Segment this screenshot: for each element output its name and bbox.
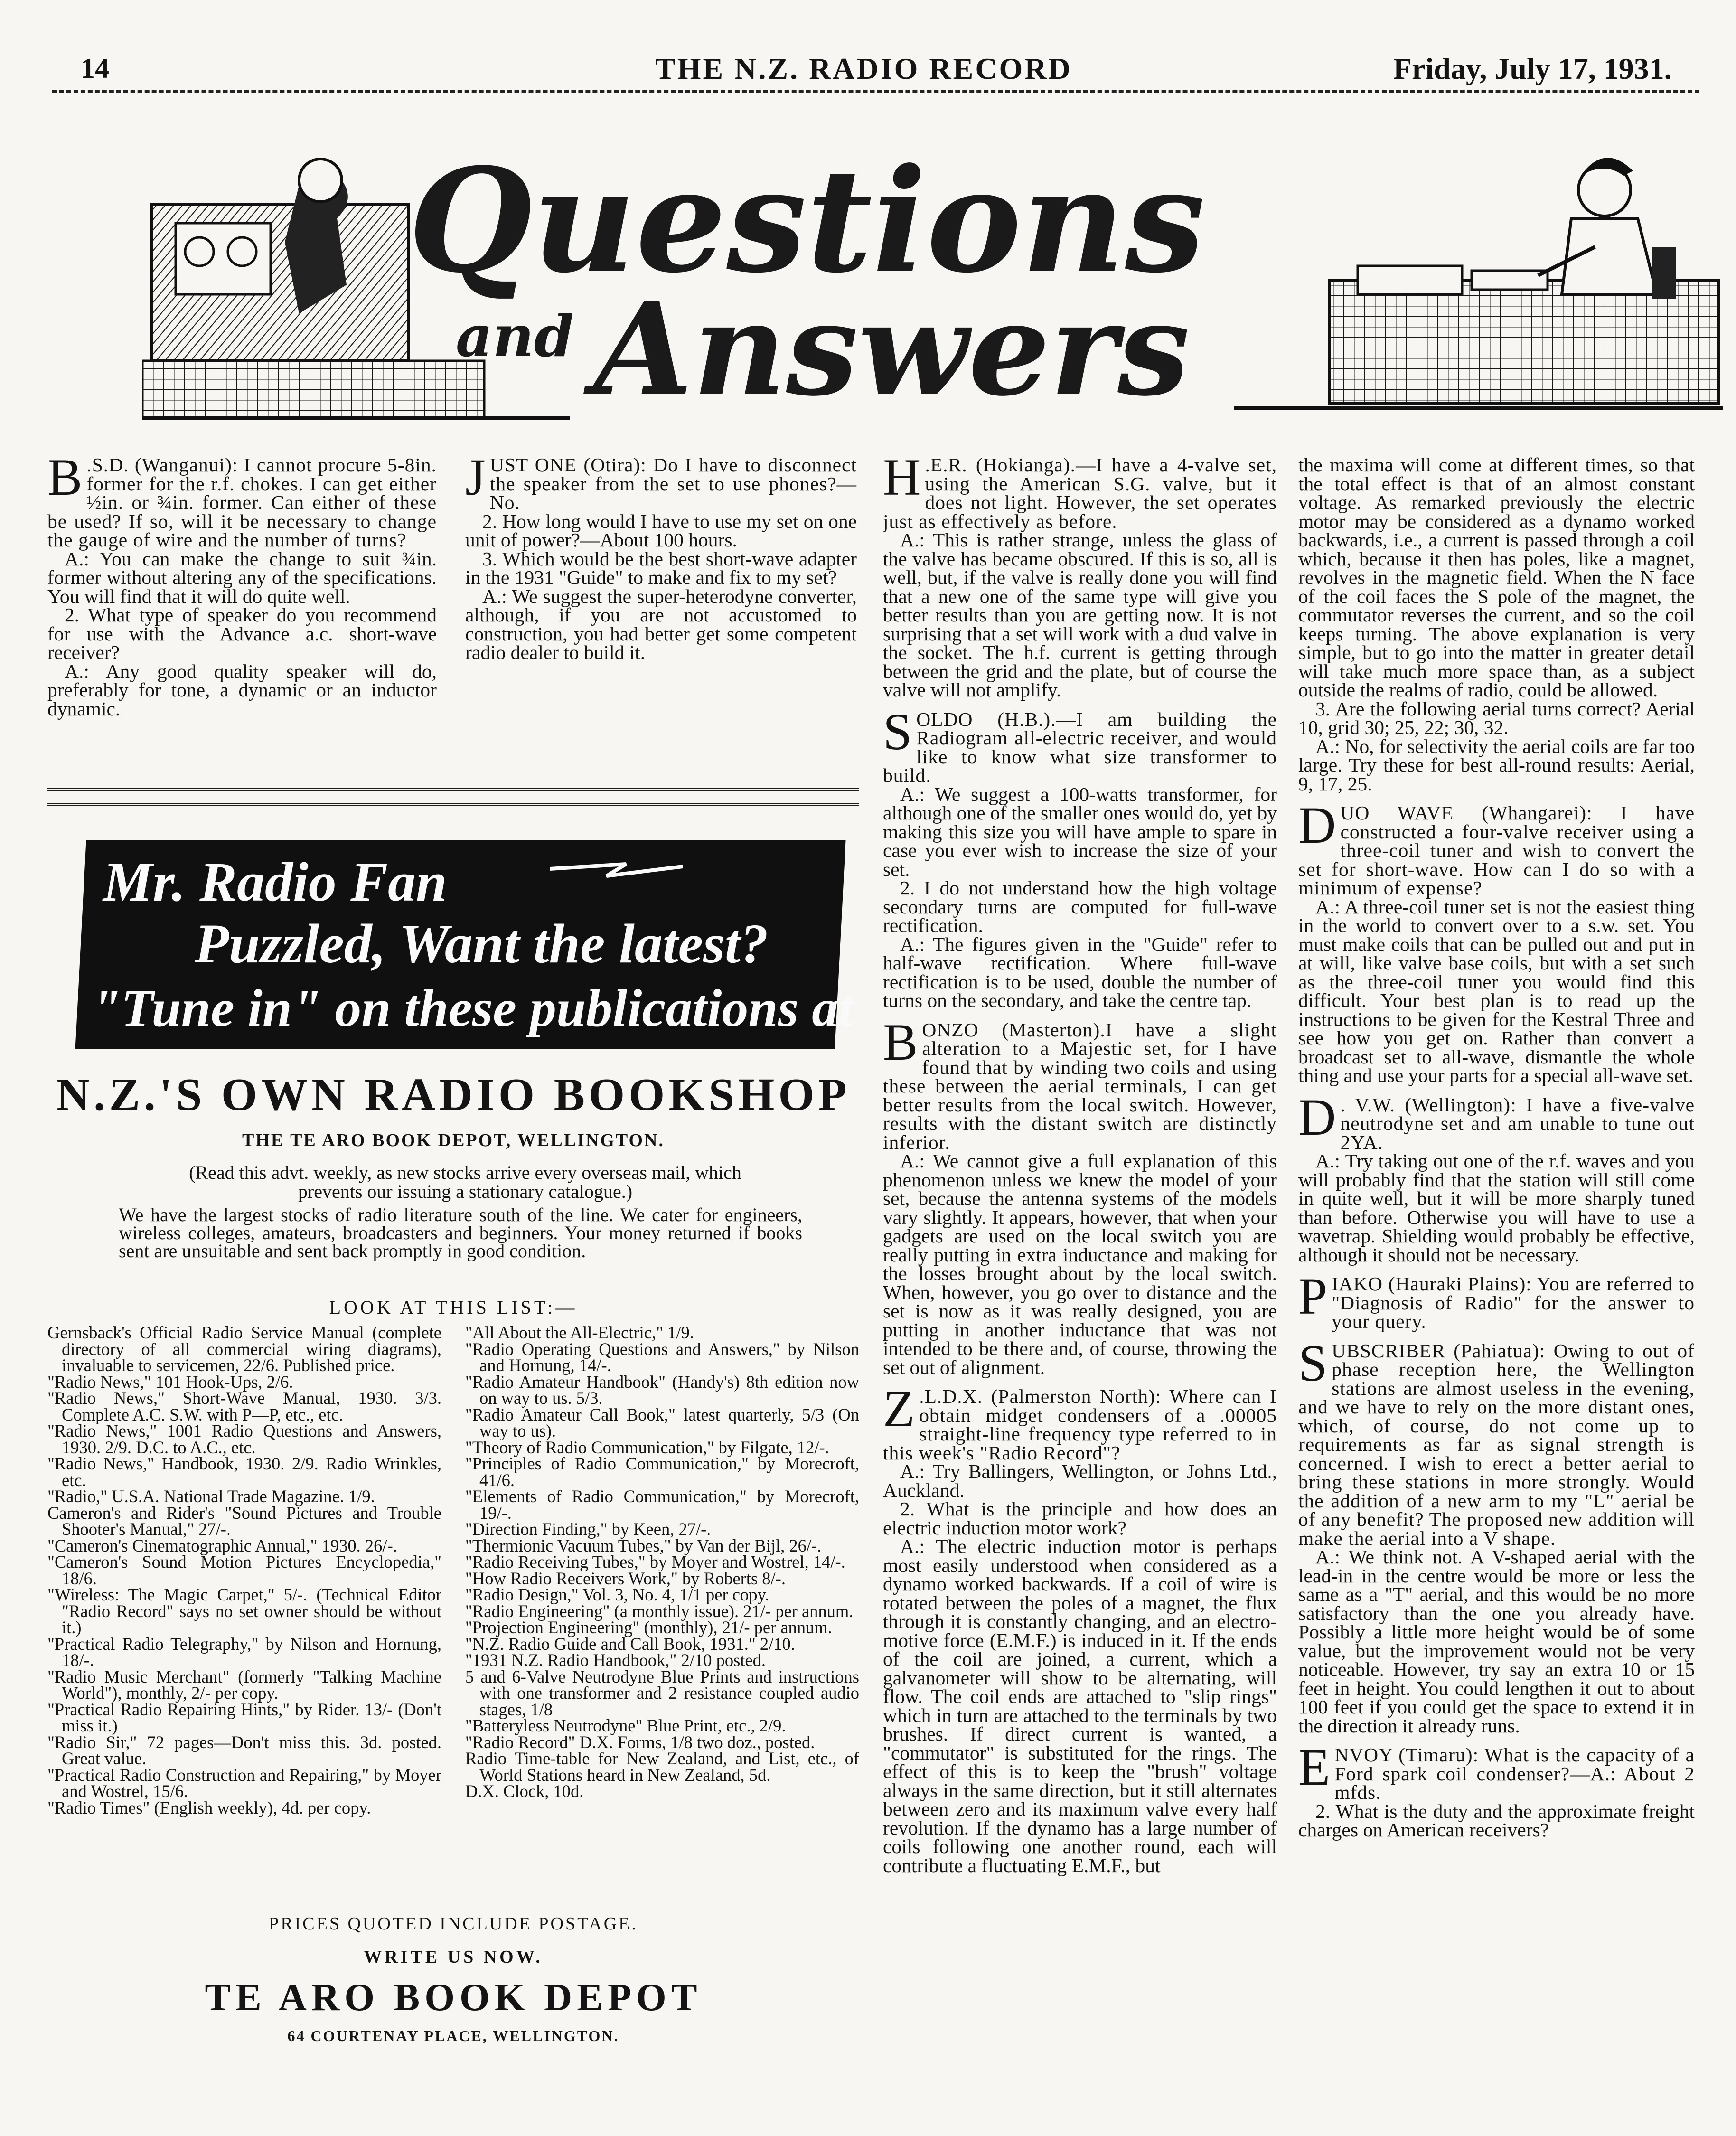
book-list-item: "1931 N.Z. Radio Handbook," 2/10 posted. bbox=[465, 1650, 766, 1670]
book-list-item: "Radio News," 101 Hook-Ups, 2/6. bbox=[47, 1372, 293, 1392]
column-3 bbox=[883, 456, 1277, 2103]
book-list-item: "Radio News," Handbook, 1930. 2/9. Radio Wrinkles, etc. bbox=[47, 1454, 441, 1490]
answer: A.: We think not. A V-shaped aerial with the lead-in in the centre would be more or less the same as a "T" aerial, and this would be no more satisfactory than the one you already have. Possibly a little more height would be of some value, but the improvement would not be very noticeable. However, try say an extra 10 or 15 feet in height. You could lengthen it out to about 100 feet if you could get the space to extend it in the direction it already runs. bbox=[1298, 1546, 1695, 1737]
drop-cap: Z bbox=[883, 1380, 916, 1438]
column-1 bbox=[47, 448, 437, 720]
book-list-item: "Radio Receiving Tubes," by Moyer and Wostrel, 14/-. bbox=[465, 1552, 845, 1571]
book-list-item: "Radio News," 1001 Radio Questions and Answers, 1930. 2/9. D.C. to A.C., etc. bbox=[47, 1421, 441, 1457]
book-list-item: "Practical Radio Telegraphy," by Nilson and Hornung, 18/-. bbox=[47, 1634, 441, 1670]
query-bonzo: BONZO (Masterton).I have a slight alteration to a Majestic set, for I have found that by winding two coils and using these between the aerial terminals, I can get better results from the local switch. However, results with the distant switch are distinctly inferior. bbox=[883, 1013, 1277, 1153]
book-list-item: "Radio News," Short-Wave Manual, 1930. 3/3. Complete A.C. S.W. with P—P, etc., etc. bbox=[47, 1388, 441, 1424]
answer: A.: No, for selectivity the aerial coils are far too large. Try these for best all-round results: Aerial, 9, 17, 25. bbox=[1298, 735, 1695, 795]
query-zldx: Z .L.D.X. (Palmerston North): Where can I obtain midget condensers of a .00005 straight-line frequency type referred to in this week's "Radio Record"? bbox=[883, 1380, 1277, 1464]
book-list-item: 5 and 6-Valve Neutrodyne Blue Prints and instructions with one transformer and 2 resistance coupled audio stages, 1/8 bbox=[465, 1666, 859, 1719]
query-bsd: B .S.D. (Wanganui): I cannot procure 5-8in. former for the r.f. chokes. I can get either ½in. or ¾in. former. Can either of these be used? If so, will it be necessary to change the gauge of wire and the number of turns? bbox=[47, 448, 437, 551]
query-her: H .E.R. (Hokianga).—I have a 4-valve set, using the American S.G. valve, but it does not light. However, the set operates just as effectively as before. bbox=[883, 456, 1277, 532]
answer: A.: You can make the change to suit ¾in. former without altering any of the specifications. You will find that it will do quite well. bbox=[47, 547, 437, 607]
ad-depot-name: TE ARO BOOK DEPOT bbox=[205, 1976, 702, 2019]
book-list-item: "Principles of Radio Communication," by Morecroft, 41/6. bbox=[465, 1454, 859, 1490]
ad-banner bbox=[75, 840, 854, 1049]
book-list-item: "All About the All-Electric," 1/9. bbox=[465, 1323, 694, 1342]
book-list-item: "Radio Amateur Handbook" (Handy's) 8th edition now on way to us. 5/3. bbox=[465, 1372, 859, 1408]
book-list-item: "Elements of Radio Communication," by Morecroft, 19/-. bbox=[465, 1487, 859, 1523]
drop-cap: P bbox=[1298, 1267, 1328, 1325]
column-4 bbox=[1298, 456, 1695, 2103]
book-list-item: "Radio Operating Questions and Answers," by Nilson and Hornung, 14/-. bbox=[465, 1339, 859, 1375]
book-list-item: "Batteryless Neutrodyne" Blue Print, etc., 2/9. bbox=[465, 1716, 786, 1735]
drop-cap: H bbox=[883, 456, 921, 506]
book-list-item: "Practical Radio Construction and Repairing," by Moyer and Wostrel, 15/6. bbox=[47, 1765, 441, 1801]
book-list-item: "Direction Finding," by Keen, 27/-. bbox=[465, 1519, 711, 1539]
query-soldo: SOLDO (H.B.).—I am building the Radiogram all-electric receiver, and would like to know what size transformer to build. bbox=[883, 702, 1277, 786]
book-list-item: "Thermionic Vacuum Tubes," by Van der Bijl, 26/-. bbox=[465, 1535, 822, 1555]
answer-continued: the maxima will come at different times, so that the total effect is that of an almost constant voltage. As remarked previously the electric motor may be considered as a dynamo worked backwards, i.e., a current is passed through a coil which, because it then has poles, like a magnet, revolves in the magnetic field. When the N face of the coil faces the S pole of the magnet, the commutator reverses the current, and so the coil keeps turning. The above explanation is very simple, but to go into the matter in greater detail will take much more space than, as a subject outside the realms of radio, could be allowed. bbox=[1298, 456, 1695, 701]
drop-cap: S bbox=[1298, 1334, 1328, 1392]
drop-cap: D bbox=[1298, 1088, 1337, 1146]
column-2 bbox=[465, 448, 857, 663]
ad-write-now: WRITE US NOW. bbox=[364, 1947, 543, 1967]
query-subscriber: SUBSCRIBER (Pahiatua): Owing to out of phase reception here, the Wellington stations are almost useless in the evening, and we have to rely on the more distant ones, which, of course, do not come up to requirements as far as signal strength is concerned. I wish to erect a better aerial to bring these stations in more strongly. Would the addition of a new arm to my "L" aerial be of any benefit? The proposed new addition will make the aerial into a V shape. bbox=[1298, 1334, 1695, 1549]
book-list-left bbox=[47, 1325, 441, 1816]
book-list-item: Gernsback's Official Radio Service Manual (complete directory of all commercial wiring diagrams), invaluable to servicemen, 22/6. Published price. bbox=[47, 1323, 441, 1375]
answer: A.: Try taking out one of the r.f. waves and you will probably find that the station will still come in quite well, but it will be more sharply tuned than before. Otherwise you will have to use a wavetrap. Shielding would probably be effective, although it should not be necessary. bbox=[1298, 1150, 1695, 1266]
questions-answers-banner bbox=[142, 128, 1723, 442]
drop-cap: E bbox=[1298, 1738, 1331, 1796]
question: 2. I do not understand how the high voltage secondary turns are computed for full-wave rectification. bbox=[883, 877, 1277, 936]
ad-intro: We have the largest stocks of radio literature south of the line. We cater for engineers, wireless colleges, amateurs, broadcasters and beginners. Your money returned if books sent are unsuitable and sent back promptly in good condition. bbox=[119, 1204, 802, 1261]
ad-banner-line-2: Puzzled, Want the latest? bbox=[195, 913, 769, 975]
book-list-item: "Wireless: The Magic Carpet," 5/-. (Technical Editor "Radio Record" says no set owner should be without it.) bbox=[47, 1585, 441, 1637]
ad-subtitle: THE TE ARO BOOK DEPOT, WELLINGTON. bbox=[242, 1130, 665, 1150]
bookshop-advertisement bbox=[47, 826, 859, 2080]
query-just-one: JUST ONE (Otira): Do I have to disconnect the speaker from the set to use phones?—No. bbox=[465, 448, 857, 513]
book-list-right bbox=[465, 1325, 859, 1800]
question: 3. Which would be the best short-wave adapter in the 1931 "Guide" to make and fix to my set? bbox=[465, 547, 857, 588]
ad-banner-line-1: Mr. Radio Fan bbox=[103, 851, 447, 913]
newspaper-title: THE N.Z. RADIO RECORD bbox=[655, 52, 1072, 85]
ad-list-heading: LOOK AT THIS LIST:— bbox=[329, 1297, 578, 1318]
query-piako: PIAKO (Hauraki Plains): You are referred to "Diagnosis of Radio" for the answer to your query. bbox=[1298, 1267, 1695, 1332]
answer: A.: Any good quality speaker will do, preferably for tone, a dynamic or an inductor dynamic. bbox=[47, 660, 437, 720]
drop-cap: D bbox=[1298, 796, 1337, 854]
book-list-item: "Radio Design," Vol. 3, No. 4, 1/1 per copy. bbox=[465, 1585, 769, 1604]
answer: A.: This is rather strange, unless the glass of the valve has became obscured. If this is so, all is well, but, if the valve is really done you will find that a new one of the same type will give you better results than you are getting now. It is not surprising that a set will work with a dud valve in the socket. The h.f. current is getting through between the grid and the plate, but of course the valve will not amplify. bbox=[883, 529, 1277, 701]
question: 2. What type of speaker do you recommend for use with the Advance a.c. short-wave receiver? bbox=[47, 604, 437, 663]
ad-note: (Read this advt. weekly, as new stocks arrive every overseas mail, which prevents our issuing a stationary catalogue.) bbox=[189, 1162, 741, 1202]
drop-cap: J bbox=[465, 448, 486, 506]
header-rule bbox=[52, 90, 1699, 93]
query-duo-wave: DUO WAVE (Whangarei): I have constructed a four-valve receiver using a three-coil tuner and wish to convert the set for short-wave. How can I do so with a minimum of expense? bbox=[1298, 796, 1695, 899]
drop-cap: B bbox=[883, 1013, 919, 1071]
answer: A.: The figures given in the "Guide" refer to half-wave rectification. Where full-wave rectification is to be used, double the number of turns on the secondary, and take the centre tap. bbox=[883, 933, 1277, 1011]
section-divider bbox=[47, 788, 859, 806]
book-list-item: "Radio Sir," 72 pages—Don't miss this. 3d. posted. Great value. bbox=[47, 1732, 441, 1768]
book-list-item: "N.Z. Radio Guide and Call Book, 1931." 2/10. bbox=[465, 1634, 795, 1654]
book-list-item: "Cameron's Cinematographic Annual," 1930. 26/-. bbox=[47, 1535, 397, 1555]
book-list-item: "Theory of Radio Communication," by Filgate, 12/-. bbox=[465, 1437, 829, 1457]
drop-cap: S bbox=[883, 702, 913, 761]
question: 2. What is the duty and the approximate freight charges on American receivers? bbox=[1298, 1800, 1695, 1841]
query-envoy: ENVOY (Timaru): What is the capacity of a Ford spark coil condenser?—A.: About 2 mfds. bbox=[1298, 1738, 1695, 1803]
drop-cap: B bbox=[47, 448, 83, 506]
book-list-item: "Radio Record" D.X. Forms, 1/8 two doz., posted. bbox=[465, 1732, 815, 1752]
page-number: 14 bbox=[81, 53, 109, 84]
book-list-item: "Radio Amateur Call Book," latest quarterly, 5/3 (On way to us). bbox=[465, 1404, 859, 1440]
question: 2. What is the principle and how does an electric induction motor work? bbox=[883, 1498, 1277, 1539]
book-list-item: "Radio Times" (English weekly), 4d. per copy. bbox=[47, 1797, 371, 1817]
book-list-item: "How Radio Receivers Work," by Roberts 8/-. bbox=[465, 1568, 786, 1588]
book-list-item: "Radio," U.S.A. National Trade Magazine. 1/9. bbox=[47, 1487, 375, 1506]
banner-questions-text: Questions bbox=[408, 137, 1205, 304]
answer: A.: Try Ballingers, Wellington, or Johns Ltd., Auckland. bbox=[883, 1460, 1277, 1501]
ad-prices-note: PRICES QUOTED INCLUDE POSTAGE. bbox=[269, 1914, 638, 1934]
book-list-item: D.X. Clock, 10d. bbox=[465, 1781, 584, 1801]
book-list-item: "Practical Radio Repairing Hints," by Rider. 13/- (Don't miss it.) bbox=[47, 1699, 441, 1735]
banner-and-text: and bbox=[456, 303, 574, 370]
ad-banner-line-3: "Tune in" on these publications at bbox=[91, 979, 854, 1038]
issue-date: Friday, July 17, 1931. bbox=[1393, 52, 1672, 85]
query-dvw: D . V.W. (Wellington): I have a five-valve neutrodyne set and am unable to tune out 2YA. bbox=[1298, 1088, 1695, 1153]
writer-at-desk-illustration bbox=[1234, 158, 1723, 408]
book-list-item: Radio Time-table for New Zealand, and List, etc., of World Stations heard in New Zealand, 5d. bbox=[465, 1749, 859, 1785]
ad-title: N.Z.'S OWN RADIO BOOKSHOP bbox=[56, 1069, 851, 1120]
question: 3. Are the following aerial turns correct? Aerial 10, grid 30; 25, 22; 30, 32. bbox=[1298, 697, 1695, 738]
question: 2. How long would I have to use my set on one unit of power?—About 100 hours. bbox=[465, 510, 857, 551]
book-list-item: Cameron's and Rider's "Sound Pictures and Trouble Shooter's Manual," 27/-. bbox=[47, 1503, 441, 1539]
answer: A.: The electric induction motor is perhaps most easily understood when considered as a dynamo worked backwards. If a coil of wire is rotated between the poles of a magnet, the flux through it is constantly changing, and an electro-motive force (E.M.F.) is induced in it. If the ends of the coil are joined, a current, which a galvanometer will show to be alternating, will flow. The coil ends are attached to "slip rings" which in turn are attached to the terminals by two brushes. If direct current is wanted, a "commutator" is substituted for the rings. The effect of this is to keep the "brush" voltage always in the same direction, but it still alternates between zero and its maximum valve every half revolution. If the dynamo has a large number of coils following one another round, each will contribute a fluctuating E.M.F., but bbox=[883, 1535, 1277, 1876]
banner-answers-text: Answers bbox=[593, 273, 1190, 424]
book-list-item: "Cameron's Sound Motion Pictures Encyclopedia," 18/6. bbox=[47, 1552, 441, 1588]
answer: A.: A three-coil tuner set is not the easiest thing in the world to convert over to a s.w. set. You must make coils that can be pulled out and put in at will, like valve base coils, but with a set such as the three-coil tuner you would find this difficult. Your best plan is to read up the instructions to be given for the Kestral Three and see how you get on. Rather than convert a broadcast set to all-wave, dismantle the whole thing and use your parts for a special all-wave set. bbox=[1298, 895, 1695, 1086]
book-list-item: "Radio Music Merchant" (formerly "Talking Machine World"), monthly, 2/- per copy. bbox=[47, 1666, 441, 1703]
answer: A.: We suggest a 100-watts transformer, for although one of the smaller ones would do, yet by making this size you will have ample to spare in case you ever wish to increase the size of your set. bbox=[883, 783, 1277, 880]
book-list-item: "Projection Engineering" (monthly), 21/- per annum. bbox=[465, 1618, 832, 1637]
answer: A.: We cannot give a full explanation of this phenomenon unless we knew the model of your set, because the antenna systems of the models vary slightly. It appears, however, that when your gadgets are used on the local switch you are really putting in extra inductance and making for the losses brought about by the local switch. When, however, you go over to distance and the set is now as it was really designed, you are putting in another inductance that was not intended to be there and, of course, throwing the set out of alignment. bbox=[883, 1150, 1277, 1378]
ad-address: 64 COURTENAY PLACE, WELLINGTON. bbox=[287, 2027, 619, 2044]
answer: A.: We suggest the super-heterodyne converter, although, if you are not accustomed to construction, you had better get some competent radio dealer to build it. bbox=[465, 585, 857, 663]
book-list-item: "Radio Engineering" (a monthly issue). 21/- per annum. bbox=[465, 1601, 854, 1621]
